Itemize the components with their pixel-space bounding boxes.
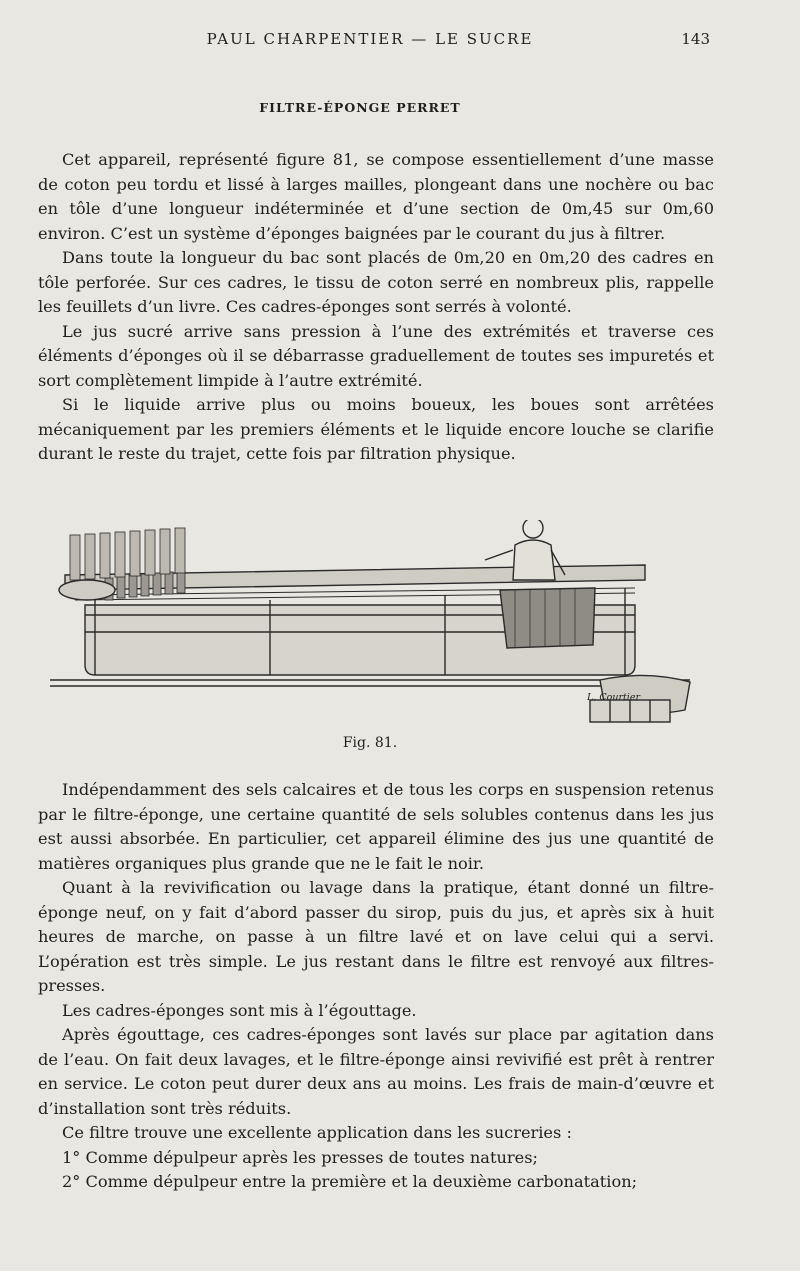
text-block-top	[38, 148, 714, 467]
paragraph: Quant à la revivification ou lavage dans la pratique, étant donné un filtre-éponge neuf, on y fait d’abord passer du sirop, puis du jus, et après six à huit heures de marche, on passe à un filtre lavé et on lave celui qui a servi. L’opération est très simple. Le jus restant dans le filtre est renvoyé aux filtres-presses.	[38, 878, 714, 995]
list-item: 1° Comme dépulpeur après les presses de toutes natures;	[62, 1147, 538, 1167]
paragraph: Dans toute la longueur du bac sont placés de 0m,20 en 0m,20 des cadres en tôle perforée. Sur ces cadres, le tissu de coton serré en nombreux plis, rappelle les feuillets d’un livre. Ces cadres-éponges sont serrés à volonté.	[38, 248, 714, 316]
paragraph: Le jus sucré arrive sans pression à l’une des extrémités et traverse ces éléments d’éponges où il se débarrasse graduellement de toutes ses impuretés et sort complètement limpide à l’autre extrémité.	[38, 321, 714, 390]
paragraph: Les cadres-éponges sont mis à l’égouttage.	[62, 1000, 417, 1020]
section-title: FILTRE-ÉPONGE PERRET	[259, 100, 461, 115]
running-head	[60, 30, 710, 52]
engraver-signature: L. Courtier	[586, 692, 640, 703]
running-title: PAUL CHARPENTIER — LE SUCRE	[206, 30, 534, 48]
figure-caption: Fig. 81.	[342, 735, 398, 751]
paragraph: Cet appareil, représenté figure 81, se compose essentiellement d’une masse de coton peu tordu et lissé à larges mailles, plongeant dans une nochère ou bac en tôle d’une longueur indéterminée et d’une section de 0m,45 sur 0m,60 environ. C’est un système d’éponges baignées par le courant du jus à filtrer.	[38, 150, 714, 243]
paragraph: Après égouttage, ces cadres-éponges sont lavés sur place par agitation dans de l’eau. On fait deux lavages, et le filtre-éponge ainsi revivifié est prêt à rentrer en service. Le coton peut durer deux ans au moins. Les frais de main-d’œuvre et d’installation sont très réduits.	[38, 1025, 714, 1118]
paragraph: Indépendamment des sels calcaires et de tous les corps en suspension retenus par le filtre-éponge, une certaine quantité de sels solubles contenus dans les jus est aussi absorbée. En particulier, cet appareil élimine des jus une quantité de matières organiques plus grande que ne le fait le noir.	[38, 780, 714, 873]
page-number: 143	[681, 30, 710, 48]
list-item: 2° Comme dépulpeur entre la première et la deuxième carbonatation;	[62, 1172, 638, 1191]
paragraph: Ce filtre trouve une excellente application dans les sucreries :	[62, 1123, 572, 1142]
text-block-bottom	[38, 778, 714, 1195]
paragraph: Si le liquide arrive plus ou moins boueux, les boues sont arrêtées mécaniquement par les premiers éléments et le liquide encore louche se clarifie durant le reste du trajet, cette fois par filtration physique.	[38, 395, 714, 463]
